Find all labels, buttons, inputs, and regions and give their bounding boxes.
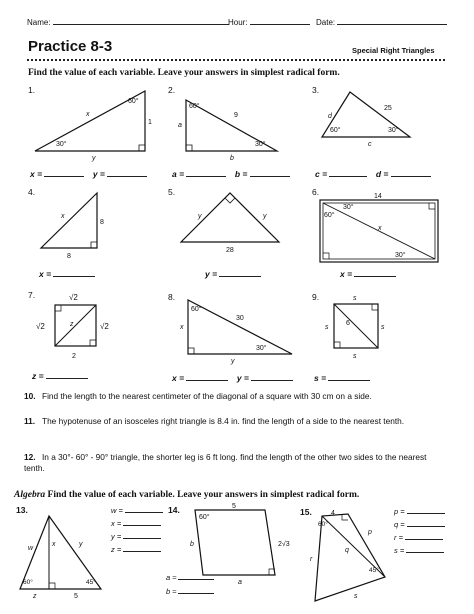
p15-ans-s-blank[interactable] [406, 544, 444, 553]
p15-angle-45: 45° [369, 567, 379, 574]
p15-ans-r-label: r = [394, 533, 403, 542]
page-subtitle: Special Right Triangles [352, 46, 435, 55]
q12-number: 12. [24, 452, 36, 462]
p13-ans-z-label: z = [111, 545, 122, 554]
p15-p: p [368, 529, 372, 536]
p9-s-right: s [381, 324, 385, 331]
p13-z: z [33, 593, 37, 600]
algebra-heading: Algebra [14, 490, 46, 500]
p7-root2-top: √2 [69, 293, 78, 302]
p2-a: a [178, 122, 182, 129]
p6-angle-30-bottom: 30° [395, 252, 406, 259]
p1-angle-60: 60° [128, 98, 139, 105]
p13-angle-60: 60° [23, 579, 33, 586]
problem-8-number: 8. [168, 292, 176, 302]
p7-ans-z-label: z = [32, 371, 44, 381]
p3-ans-c-label: c = [315, 169, 328, 179]
problem-3-number: 3. [312, 85, 320, 95]
p15-ans-q-blank[interactable] [407, 518, 445, 527]
p9-s-top: s [353, 295, 357, 302]
p13-ans-w-label: w = [111, 506, 123, 515]
problem-14-number: 14. [168, 505, 180, 515]
problem-4-number: 4. [28, 187, 36, 197]
p3-angle-30: 30° [388, 127, 399, 134]
p15-angle-60: 60° [318, 521, 328, 528]
p15-ans-p-blank[interactable] [407, 505, 445, 514]
p9-s-bottom: s [353, 353, 357, 360]
p2-b: b [230, 155, 234, 162]
p4-ans-x-label: x = [39, 269, 52, 279]
p13-y: y [79, 541, 83, 548]
q11-text: The hypotenuse of an isosceles right triangle is 8.4 in. find the length of a side to the nearest tenth. [42, 416, 405, 426]
instructions: Find the value of each variable. Leave your answers in simplest radical form. [28, 68, 340, 78]
p2-angle-30: 30° [255, 141, 266, 148]
p1-x: x [86, 111, 90, 118]
p14-ans-a-label: a ≈ [166, 573, 177, 582]
p2-nine: 9 [234, 112, 238, 119]
p3-ans-d-label: d = [375, 169, 389, 179]
p13-ans-y-label: y = [111, 532, 122, 541]
p3-c: c [368, 141, 372, 148]
problem-2-number: 2. [168, 85, 176, 95]
p6-x: x [378, 225, 382, 232]
p14-root: 2√3 [278, 541, 290, 548]
page-title: Practice 8-3 [28, 38, 113, 55]
p1-ans-x-label: x = [30, 169, 43, 179]
problem-15-number: 15. [300, 507, 312, 517]
date-label: Date: [316, 18, 336, 27]
p5-ans-y-label: y = [205, 269, 218, 279]
p15-q: q [345, 547, 349, 554]
p9-s-left: s [325, 324, 329, 331]
p2-ans-b-label: b = [234, 169, 248, 179]
p13-ans-x-label: x = [111, 519, 122, 528]
p8-ans-y-label: y = [236, 373, 249, 383]
p8-ans-x-label: x = [172, 373, 185, 383]
p7-root2-left: √2 [36, 322, 45, 331]
p13-five: 5 [74, 593, 78, 600]
problem-6-number: 6. [312, 187, 320, 197]
p6-ans-x-label: x = [340, 269, 353, 279]
problem-5-number: 5. [168, 187, 176, 197]
p3-d: d [328, 113, 332, 120]
problem-13-number: 13. [16, 505, 28, 515]
p15-s: s [354, 593, 358, 600]
p2-angle-60: 60° [189, 103, 200, 110]
p6-angle-30-top: 30° [343, 204, 354, 211]
p15-r: r [310, 556, 313, 563]
q12-text: In a 30°- 60° - 90° triangle, the shorter leg is 6 ft long. find the length of the other two sides to the nearest tenth. [24, 452, 427, 473]
p14-a: a [238, 579, 242, 586]
p13-x: x [52, 541, 56, 548]
p8-y: y [231, 358, 235, 365]
p1-ans-y-label: y = [92, 169, 105, 179]
p7-two: 2 [72, 353, 76, 360]
p15-four: 4 [331, 510, 335, 517]
p9-ans-s-label: s = [314, 373, 327, 383]
problem-7-number: 7. [28, 290, 36, 300]
p8-thirty: 30 [236, 315, 244, 322]
p6-angle-60: 60° [324, 212, 335, 219]
problem-1-number: 1. [28, 85, 36, 95]
p4-eight-vertical: 8 [100, 219, 104, 226]
p3-angle-60: 60° [330, 127, 341, 134]
p8-angle-60: 60° [191, 306, 202, 313]
p9-six: 6 [346, 320, 350, 327]
p1-y: y [92, 155, 96, 162]
p15-ans-r-blank[interactable] [405, 531, 443, 540]
p8-angle-30: 30° [256, 345, 267, 352]
p14-ans-b-label: b ≈ [166, 587, 177, 596]
p3-twentyfive: 25 [384, 105, 392, 112]
p15-ans-q-label: q = [394, 520, 405, 529]
p7-root2-right: √2 [100, 322, 109, 331]
q10-text: Find the length to the nearest centimeter of the diagonal of a square with 30 cm on a side. [42, 391, 372, 401]
p13-angle-45: 45° [86, 579, 96, 586]
p14-b: b [190, 541, 194, 548]
q11-number: 11. [24, 416, 36, 426]
problem-15-answers [394, 505, 445, 557]
name-label: Name: [27, 18, 51, 27]
p7-z: z [70, 321, 74, 328]
p6-fourteen: 14 [374, 193, 382, 200]
p1-one: 1 [148, 119, 152, 126]
p4-x: x [61, 213, 65, 220]
p5-y-right: y [263, 213, 267, 220]
p2-ans-a-label: a = [172, 169, 185, 179]
p14-angle-60: 60° [199, 514, 210, 521]
p4-eight-horizontal: 8 [67, 253, 71, 260]
p5-twentyeight: 28 [226, 247, 234, 254]
hour-label: Hour: [228, 18, 248, 27]
q10-number: 10. [24, 391, 36, 401]
p8-x: x [180, 324, 184, 331]
algebra-instr-text: Find the value of each variable. Leave your answers in simplest radical form. [47, 490, 360, 500]
p13-w: w [28, 545, 34, 552]
p1-angle-30: 30° [56, 141, 67, 148]
p15-ans-s-label: s = [394, 546, 405, 555]
p14-five: 5 [232, 503, 236, 510]
p15-ans-p-label: p = [394, 507, 405, 516]
p5-y-left: y [198, 213, 202, 220]
problem-9-number: 9. [312, 292, 320, 302]
